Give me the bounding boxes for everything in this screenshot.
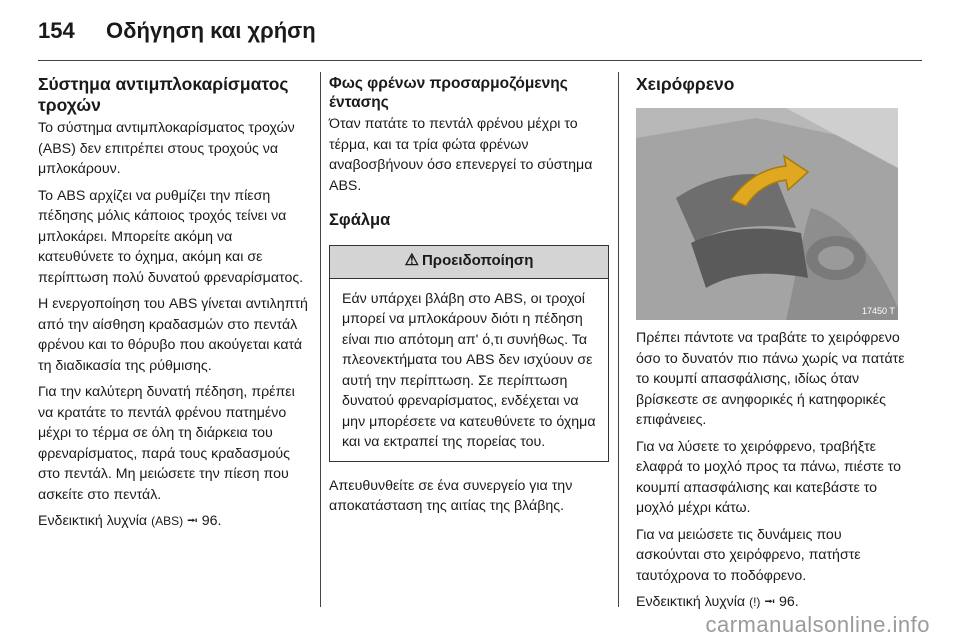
column-parking-brake-text [636, 328, 908, 619]
page-reference-icon: ⭲ [187, 513, 198, 529]
brake-indicator-icon: (!) [749, 595, 761, 609]
paragraph: Για να μειώσετε τις δυνάμεις που ασκούνται στο χειρόφρενο, πατήστε ταυτόχρονα το ποδόφρενο. [636, 526, 861, 584]
abs-indicator-icon: (ABS) [151, 514, 184, 528]
indicator-label: Ενδεικτική λυχνία [636, 594, 746, 610]
page-number: 154 [38, 18, 75, 43]
paragraph: Η ενεργοποίηση του ABS γίνεται αντιληπτή από την αίσθηση κραδασμών στο πεντάλ φρένου και το θόρυβο που ακούγεται κατά τη διαδικασία της ρύθμισης. [38, 296, 308, 374]
paragraph: Το σύστημα αντιμπλοκαρίσματος τροχών (ABS) δεν επιτρέπει στους τροχούς να μπλοκάρουν. [38, 120, 295, 177]
image-label: 17450 T [862, 306, 895, 316]
warning-header [330, 246, 608, 279]
header-rule [38, 60, 922, 61]
page-reference-link[interactable]: 96. [201, 513, 222, 529]
paragraph: Πρέπει πάντοτε να τραβάτε το χειρόφρενο όσο το δυνατόν πιο πάνω χωρίς να πατάτε το κουμπί απασφάλισης, ιδίως όταν βρίσκεστε σε ανηφορικές ή κατηφορικές επιφάνειες. [636, 330, 905, 428]
paragraph: Για την καλύτερη δυνατή πέδηση, πρέπει να κρατάτε το πεντάλ φρένου πατημένο μέχρι το τέρμα σε όλη τη διάρκεια του φρεναρίσματος, παρά τους κραδασμούς στο πεντάλ. Μη μειώσετε την πίεση που ασκείτε στο πεντάλ. [38, 384, 295, 503]
indicator-reference [636, 592, 908, 613]
warning-triangle-icon: ⚠ [404, 252, 419, 270]
column-divider [320, 72, 321, 607]
indicator-label: Ενδεικτική λυχνία [38, 513, 148, 529]
paragraph: Απευθυνθείτε σε ένα συνεργείο για την αποκατάσταση της αιτίας της βλάβης. [329, 477, 573, 514]
warning-text: Εάν υπάρχει βλάβη στο ABS, οι τροχοί μπορεί να μπλοκάρουν διότι η πέδηση είναι πιο απότομη απ' ό,τι συνήθως. Τα πλεονεκτήματα του ABS δεν ισχύουν σε αυτή την περίπτωση. Σε περίπτωση δυνατού φρεναρίσματος, ενδέχεται να μην μπορέσετε να κατευθύνετε το όχημα και να εκτραπεί της πορείας του. [342, 290, 596, 450]
subheading-fault: Σφάλμα [329, 211, 391, 229]
page-reference-icon: ⭲ [764, 594, 776, 610]
column-abs [38, 74, 310, 538]
section-heading-brake-lights: Φως φρένων προσαρμοζόμενης έντασης [329, 75, 568, 111]
column-divider [618, 72, 619, 607]
parking-brake-illustration [636, 108, 898, 320]
parking-brake-photo [636, 108, 898, 320]
warning-box [329, 245, 609, 462]
column-brake-lights [329, 74, 609, 523]
paragraph: Το ABS αρχίζει να ρυθμίζει την πίεση πέδησης μόλις κάποιος τροχός τείνει να μπλοκάρει. Μπορείτε ακόμη να κατευθύνετε το όχημα, ακόμη και σε περίπτωση πολύ δυνατού φρεναρίσματος. [38, 187, 304, 286]
page-title: Οδήγηση και χρήση [106, 18, 316, 43]
page-header [38, 18, 922, 48]
section-heading-abs: Σύστημα αντιμπλοκαρίσματος τροχών [38, 74, 289, 115]
paragraph: Όταν πατάτε το πεντάλ φρένου μέχρι το τέρμα, και τα τρία φώτα φρένων αναβοσβήνουν όσο επενεργεί το σύστημα ABS. [329, 116, 593, 194]
column-parking-brake [636, 74, 906, 97]
paragraph: Για να λύσετε το χειρόφρενο, τραβήξτε ελαφρά το μοχλό προς τα πάνω, πιέστε το κουμπί απασφάλισης και κατεβάστε το μοχλό μέχρι κάτω. [636, 438, 902, 516]
page-reference-link[interactable]: 96. [779, 594, 799, 610]
indicator-reference [38, 511, 310, 532]
watermark: carmanualsonline.info [705, 612, 930, 637]
warning-title: Προειδοποίηση [421, 252, 534, 270]
section-heading-parking-brake: Χειρόφρενο [636, 74, 735, 94]
